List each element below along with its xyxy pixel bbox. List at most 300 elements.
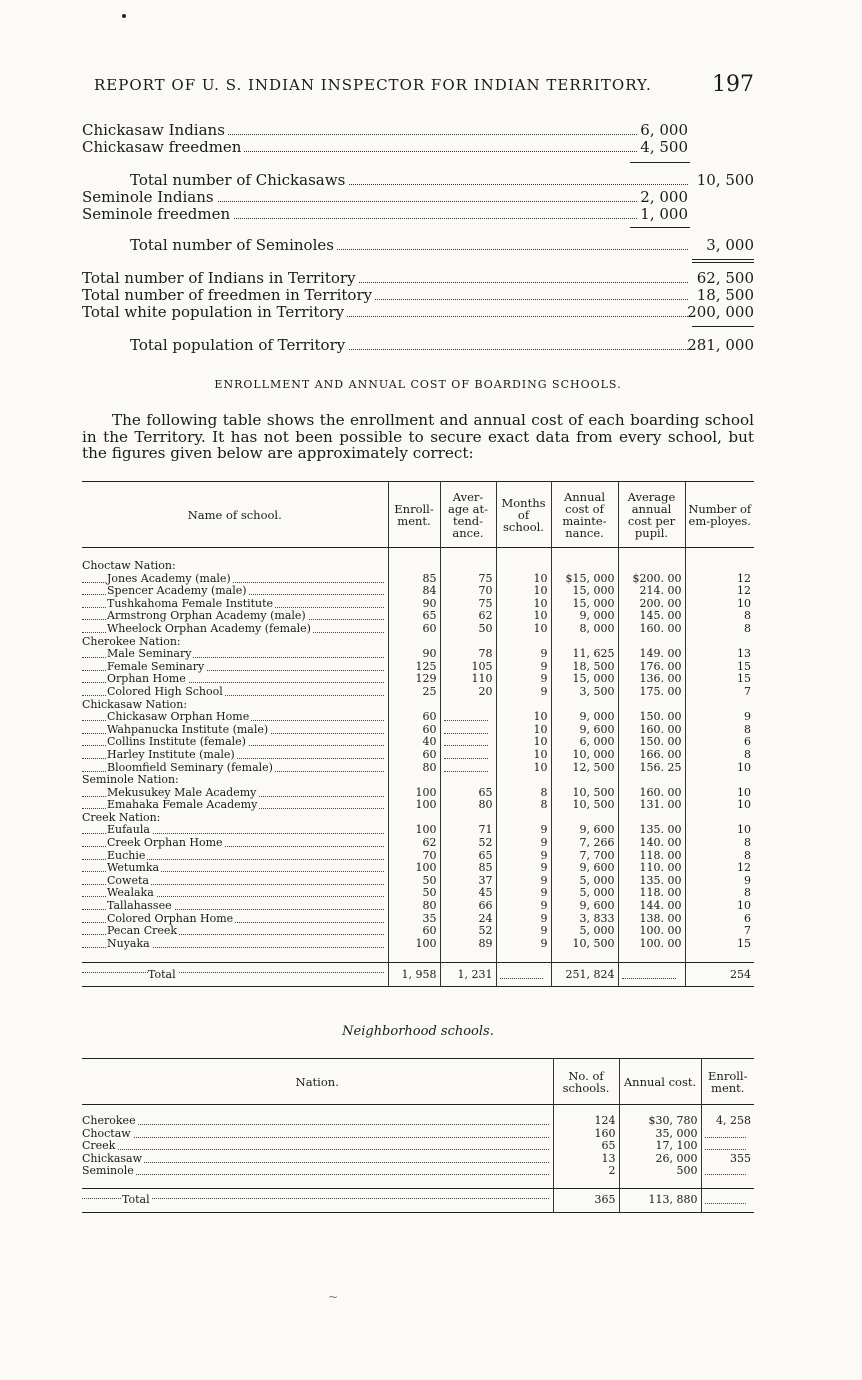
nation-name-cell — [82, 1153, 553, 1166]
employes-cell: 6 — [685, 736, 754, 749]
enroll-cell: 35 — [388, 913, 440, 926]
nation-name-cell — [82, 1115, 553, 1128]
employes-cell: 12 — [685, 862, 754, 875]
table-row — [82, 749, 754, 762]
empty-cell — [440, 560, 496, 573]
enroll-cell: 90 — [388, 598, 440, 611]
cost-cell: 5, 000 — [551, 925, 618, 938]
cell-text: Coweta — [107, 874, 149, 887]
double-rule — [692, 259, 754, 260]
column-header: Number of em-ployes. — [685, 482, 754, 548]
per_pupil-cell: 136. 00 — [618, 673, 685, 686]
empty-cell — [685, 774, 754, 787]
school-name-cell — [82, 787, 388, 800]
cost-cell: 8, 000 — [551, 623, 618, 636]
summary-label: Seminole Indians — [82, 189, 217, 205]
table-row — [82, 623, 754, 636]
attend-cell: 78 — [440, 648, 496, 661]
cost-cell: 6, 000 — [551, 736, 618, 749]
summary-label: Total number of Seminoles — [130, 237, 337, 253]
per_pupil-cell: 149. 00 — [618, 648, 685, 661]
school-name-cell — [82, 573, 388, 586]
empty-cell — [551, 560, 618, 573]
empty-cell — [496, 560, 551, 573]
empty-cell — [388, 774, 440, 787]
attendance-cell — [440, 736, 496, 749]
cost-cell: 10, 500 — [551, 799, 618, 812]
school-name-cell — [82, 799, 388, 812]
column-header: Months of school. — [496, 482, 551, 548]
enroll-cell: 60 — [388, 724, 440, 737]
total-row — [82, 1188, 754, 1212]
school-name-cell — [82, 736, 388, 749]
per_pupil-cell: 150. 00 — [618, 711, 685, 724]
per_pupil-cell: 100. 00 — [618, 925, 685, 938]
summary-total-value: 281, 000 — [687, 336, 754, 354]
cost-cell: 9, 000 — [551, 711, 618, 724]
school-name-cell — [82, 610, 388, 623]
cost-cell: 15, 000 — [551, 585, 618, 598]
enroll-cell: 62 — [388, 837, 440, 850]
employes-cell: 7 — [685, 925, 754, 938]
employes-cell: 8 — [685, 724, 754, 737]
cost-cell: $15, 000 — [551, 573, 618, 586]
months-cell: 9 — [496, 824, 551, 837]
enroll-cell: 25 — [388, 686, 440, 699]
months-cell: 9 — [496, 850, 551, 863]
per_pupil-cell: 150. 00 — [618, 736, 685, 749]
employes-cell: 8 — [685, 623, 754, 636]
table-header-row — [82, 482, 754, 548]
months-cell: 10 — [496, 736, 551, 749]
cell-text: Colored Orphan Home — [107, 912, 234, 925]
cell-text: Seminole — [82, 1165, 134, 1178]
cell-text: Chickasaw — [82, 1152, 143, 1165]
school-name-cell — [82, 648, 388, 661]
cell-text: Pecan Creek — [107, 925, 178, 938]
enroll-cell: 84 — [388, 585, 440, 598]
table-row — [82, 762, 754, 775]
months-cell: 9 — [496, 887, 551, 900]
column-header: Annual cost of mainte-nance. — [551, 482, 618, 548]
page-header — [94, 72, 754, 97]
summary-label: Total number of Indians in Territory — [82, 270, 359, 286]
cell-text: Creek Orphan Home — [107, 837, 223, 850]
table-row — [82, 900, 754, 913]
summary-row-seminole-freedmen — [82, 206, 754, 222]
table-row — [82, 1153, 754, 1166]
school-name-cell — [82, 913, 388, 926]
cell-text: Cherokee — [82, 1115, 136, 1127]
schools-cell: 2 — [553, 1165, 619, 1178]
enroll-cell: 80 — [388, 762, 440, 775]
per_pupil-cell: 156. 25 — [618, 762, 685, 775]
nation-heading: Seminole Nation: — [82, 773, 179, 787]
summary-value: 6, 000 — [640, 121, 688, 139]
school-name-cell — [82, 686, 388, 699]
cost-cell: 18, 500 — [551, 661, 618, 674]
employes-cell: 12 — [685, 573, 754, 586]
school-name-cell — [82, 623, 388, 636]
enroll-cell — [701, 1165, 754, 1178]
employes-cell: 8 — [685, 887, 754, 900]
empty-cell — [388, 560, 440, 573]
school-name-cell — [82, 1188, 553, 1212]
school-name-cell — [82, 724, 388, 737]
employes-cell: 8 — [685, 749, 754, 762]
nation-name-cell — [82, 1165, 553, 1178]
summary-value: 2, 000 — [640, 188, 688, 206]
enroll-cell: 65 — [388, 610, 440, 623]
summary-label: Seminole freedmen — [82, 206, 233, 222]
cost-cell: 9, 600 — [551, 824, 618, 837]
per_pupil-total-cell — [618, 963, 685, 987]
summary-row-total-white — [82, 304, 754, 320]
summary-total-value: 10, 500 — [696, 171, 754, 189]
cell-text: Chickasaw Orphan Home — [107, 711, 250, 724]
column-header: No. of schools. — [553, 1059, 619, 1105]
attend-total-cell: 1, 231 — [440, 963, 496, 987]
enroll-cell: 355 — [701, 1153, 754, 1166]
attendance-cell — [440, 749, 496, 762]
summary-value: 1, 000 — [640, 205, 688, 223]
attend-cell: 20 — [440, 686, 496, 699]
total-row — [82, 963, 754, 987]
attend-cell: 105 — [440, 661, 496, 674]
employes-cell: 8 — [685, 610, 754, 623]
attend-cell: 66 — [440, 900, 496, 913]
months-cell: 10 — [496, 573, 551, 586]
table-body — [82, 1105, 754, 1213]
table-row — [82, 1140, 754, 1153]
employes-cell: 9 — [685, 875, 754, 888]
cell-text: Jones Academy (male) — [107, 572, 231, 585]
per_pupil-cell: 110. 00 — [618, 862, 685, 875]
attend-cell: 75 — [440, 598, 496, 611]
summary-label: Total white population in Territory — [82, 304, 347, 320]
employes-cell: 13 — [685, 648, 754, 661]
months-cell: 10 — [496, 724, 551, 737]
school-name-cell — [82, 749, 388, 762]
cell-text: Female Seminary — [107, 660, 205, 673]
months-cell: 9 — [496, 925, 551, 938]
sum-rule — [692, 326, 754, 327]
attendance-cell — [440, 711, 496, 724]
cell-text: Creek — [82, 1140, 116, 1153]
attend-cell: 45 — [440, 887, 496, 900]
empty-cell — [618, 774, 685, 787]
summary-label: Total number of Chickasaws — [130, 172, 348, 188]
cost-cell: 3, 833 — [551, 913, 618, 926]
cell-text: Colored High School — [107, 685, 223, 698]
per_pupil-cell: 135. 00 — [618, 875, 685, 888]
employes-cell: 6 — [685, 913, 754, 926]
enroll-cell: 60 — [388, 711, 440, 724]
empty-cell — [685, 560, 754, 573]
empty-cell — [440, 699, 496, 712]
months-cell: 9 — [496, 875, 551, 888]
attendance-cell — [440, 724, 496, 737]
employes-cell: 15 — [685, 673, 754, 686]
employes-cell: 10 — [685, 787, 754, 800]
months-cell: 9 — [496, 673, 551, 686]
table-row — [82, 1165, 754, 1178]
employes-cell: 10 — [685, 900, 754, 913]
cost-cell: 10, 500 — [551, 938, 618, 951]
column-header: Annual cost. — [619, 1059, 701, 1105]
employes-cell: 12 — [685, 585, 754, 598]
summary-label: Total number of freedmen in Territory — [82, 287, 375, 303]
months-cell: 9 — [496, 938, 551, 951]
attendance-cell — [440, 762, 496, 775]
school-name-cell — [82, 850, 388, 863]
per_pupil-cell: 160. 00 — [618, 623, 685, 636]
per_pupil-cell: 200. 00 — [618, 598, 685, 611]
nation-heading: Choctaw Nation: — [82, 559, 176, 572]
summary-label: Chickasaw Indians — [82, 122, 228, 138]
months-cell: 9 — [496, 862, 551, 875]
cost-cell: 500 — [619, 1165, 701, 1178]
enroll-total-cell: 1, 958 — [388, 963, 440, 987]
attend-cell: 62 — [440, 610, 496, 623]
employes-cell: 8 — [685, 850, 754, 863]
months-cell: 10 — [496, 749, 551, 762]
table-row — [82, 862, 754, 875]
cell-text: Wealaka — [107, 887, 154, 900]
per_pupil-cell: 100. 00 — [618, 938, 685, 951]
column-header: Nation. — [295, 1074, 339, 1089]
cell-text: Tushkahoma Female Institute — [107, 597, 274, 610]
months-cell: 10 — [496, 585, 551, 598]
employes-cell: 10 — [685, 762, 754, 775]
section-title: ENROLLMENT AND ANNUAL COST OF BOARDING SCHOOLS. — [214, 378, 622, 391]
per_pupil-cell: 160. 00 — [618, 724, 685, 737]
school-name-cell — [82, 824, 388, 837]
school-name-cell — [82, 887, 388, 900]
per_pupil-cell: 176. 00 — [618, 661, 685, 674]
per_pupil-cell: 145. 00 — [618, 610, 685, 623]
employes-total-cell: 254 — [685, 963, 754, 987]
summary-row-chickasaw-freedmen — [82, 139, 754, 155]
per_pupil-cell: 144. 00 — [618, 900, 685, 913]
nation-heading-row — [82, 774, 754, 787]
column-header: Average annual cost per pupil. — [618, 482, 685, 548]
months-cell: 9 — [496, 900, 551, 913]
schools-total-cell: 365 — [553, 1188, 619, 1212]
employes-cell: 10 — [685, 799, 754, 812]
enroll-cell: 80 — [388, 900, 440, 913]
table-row — [82, 938, 754, 951]
per_pupil-cell: 214. 00 — [618, 585, 685, 598]
table-row — [82, 711, 754, 724]
months-cell: 10 — [496, 711, 551, 724]
enroll-cell: 100 — [388, 799, 440, 812]
attend-cell: 65 — [440, 787, 496, 800]
cell-text: Collins Institute (female) — [107, 736, 246, 749]
months-cell: 9 — [496, 648, 551, 661]
per_pupil-cell: 135. 00 — [618, 824, 685, 837]
school-name-cell — [82, 598, 388, 611]
spacer-row — [82, 950, 754, 963]
summary-total-value: 18, 500 — [696, 286, 754, 304]
empty-cell — [551, 774, 618, 787]
sum-rule — [630, 227, 690, 228]
per_pupil-cell: 118. 00 — [618, 850, 685, 863]
employes-cell: 8 — [685, 837, 754, 850]
attend-cell: 52 — [440, 837, 496, 850]
employes-cell: 10 — [685, 598, 754, 611]
cost-cell: 10, 000 — [551, 749, 618, 762]
employes-cell: 7 — [685, 686, 754, 699]
attend-cell: 71 — [440, 824, 496, 837]
cell-text: Wetumka — [107, 862, 160, 875]
cost-total-cell: 113, 880 — [619, 1188, 701, 1212]
school-name-cell — [82, 837, 388, 850]
empty-cell — [496, 774, 551, 787]
enroll-cell: 125 — [388, 661, 440, 674]
running-title: REPORT OF U. S. INDIAN INSPECTOR FOR INDIAN TERRITORY. — [94, 76, 652, 94]
cost-cell: 7, 266 — [551, 837, 618, 850]
per_pupil-cell: 160. 00 — [618, 787, 685, 800]
enroll-cell: 90 — [388, 648, 440, 661]
neighborhood-schools-table — [82, 1058, 754, 1213]
employes-cell: 15 — [685, 938, 754, 951]
school-name-cell — [82, 875, 388, 888]
months-cell: 8 — [496, 787, 551, 800]
column-header: Aver-age at-tend-ance. — [440, 482, 496, 548]
enroll-cell: 100 — [388, 938, 440, 951]
months-cell: 10 — [496, 610, 551, 623]
attend-cell: 89 — [440, 938, 496, 951]
summary-value: 4, 500 — [640, 138, 688, 156]
enroll-total-cell — [701, 1188, 754, 1212]
summary-row-total-seminoles — [82, 237, 754, 253]
nation-name-cell — [82, 1140, 553, 1153]
double-rule — [692, 262, 754, 263]
school-name-cell — [82, 661, 388, 674]
table-row — [82, 799, 754, 812]
employes-cell: 10 — [685, 824, 754, 837]
enroll-cell: 50 — [388, 875, 440, 888]
school-name-cell — [82, 585, 388, 598]
enroll-cell: 60 — [388, 623, 440, 636]
nation-name-cell — [82, 1128, 553, 1141]
cost-cell: $30, 780 — [619, 1115, 701, 1128]
cell-text: Eufaula — [107, 824, 150, 837]
column-header: Enroll-ment. — [701, 1059, 754, 1105]
months-total-cell — [496, 963, 551, 987]
months-cell: 9 — [496, 837, 551, 850]
table-row — [82, 925, 754, 938]
cell-text: Euchie — [107, 849, 146, 862]
employes-cell: 9 — [685, 711, 754, 724]
cell-text: Bloomfield Seminary (female) — [107, 761, 273, 774]
months-cell: 8 — [496, 799, 551, 812]
intro-paragraph: The following table shows the enrollment and annual cost of each boarding school in the Territory. It has not been possible to secure exact data from every school, but the figures given below are approximately correct: — [82, 411, 754, 462]
per_pupil-cell: 131. 00 — [618, 799, 685, 812]
cost-cell: 9, 600 — [551, 900, 618, 913]
cell-text: Armstrong Orphan Academy (male) — [107, 610, 306, 623]
empty-cell — [440, 774, 496, 787]
cell-text: Choctaw — [82, 1127, 131, 1140]
attend-cell: 70 — [440, 585, 496, 598]
table-row — [82, 648, 754, 661]
cell-text: Harley Institute (male) — [107, 748, 235, 761]
cell-text: Wheelock Orphan Academy (female) — [107, 622, 311, 635]
column-header: Name of school. — [187, 507, 282, 522]
cell-text: Total — [122, 1193, 150, 1207]
school-name-cell — [82, 938, 388, 951]
employes-cell: 15 — [685, 661, 754, 674]
table-row — [82, 585, 754, 598]
school-name-cell — [82, 900, 388, 913]
attend-cell: 65 — [440, 850, 496, 863]
school-name-cell — [82, 711, 388, 724]
months-cell: 9 — [496, 686, 551, 699]
summary-row-total-population — [82, 337, 754, 353]
nation-heading: Creek Nation: — [82, 810, 161, 824]
school-name-cell — [82, 963, 388, 987]
months-cell: 10 — [496, 598, 551, 611]
cost-cell: 12, 500 — [551, 762, 618, 775]
per_pupil-cell: 175. 00 — [618, 686, 685, 699]
attend-cell: 85 — [440, 862, 496, 875]
cost-cell: 11, 625 — [551, 648, 618, 661]
cell-text: Nuyaka — [107, 937, 150, 950]
cost-cell: 5, 000 — [551, 875, 618, 888]
schools-cell: 13 — [553, 1153, 619, 1166]
cell-text: Wahpanucka Institute (male) — [107, 723, 269, 736]
months-cell: 9 — [496, 913, 551, 926]
cost-cell: 26, 000 — [619, 1153, 701, 1166]
nation-heading: Cherokee Nation: — [82, 634, 181, 648]
cost-cell: 3, 500 — [551, 686, 618, 699]
cost-cell: 5, 000 — [551, 887, 618, 900]
enroll-cell: 40 — [388, 736, 440, 749]
summary-total-value: 62, 500 — [696, 269, 754, 287]
spacer-row — [82, 548, 754, 561]
school-name-cell — [82, 673, 388, 686]
column-header: Enroll-ment. — [388, 482, 440, 548]
table-row — [82, 1128, 754, 1141]
enroll-cell: 85 — [388, 573, 440, 586]
attend-cell: 75 — [440, 573, 496, 586]
cost-cell: 9, 600 — [551, 724, 618, 737]
months-cell: 10 — [496, 762, 551, 775]
enroll-cell — [701, 1128, 754, 1141]
summary-total-value: 3, 000 — [706, 236, 754, 254]
summary-label: Total population of Territory — [130, 337, 348, 353]
table-header-row — [82, 1059, 754, 1105]
per_pupil-cell: 138. 00 — [618, 913, 685, 926]
page-number: 197 — [712, 72, 754, 97]
summary-total-value: 200, 000 — [687, 303, 754, 321]
school-name-cell — [82, 862, 388, 875]
schools-cell: 124 — [553, 1115, 619, 1128]
cell-text: Spencer Academy (male) — [107, 585, 247, 598]
cost-cell: 9, 600 — [551, 862, 618, 875]
schools-cell: 65 — [553, 1140, 619, 1153]
cell-text: Mekusukey Male Academy — [107, 786, 257, 799]
table-row — [82, 686, 754, 699]
cost-cell: 10, 500 — [551, 787, 618, 800]
enroll-cell: 4, 258 — [701, 1115, 754, 1128]
cost-cell: 15, 000 — [551, 598, 618, 611]
attend-cell: 50 — [440, 623, 496, 636]
cell-text: Orphan Home — [107, 673, 186, 686]
attend-cell: 37 — [440, 875, 496, 888]
per_pupil-cell: 118. 00 — [618, 887, 685, 900]
